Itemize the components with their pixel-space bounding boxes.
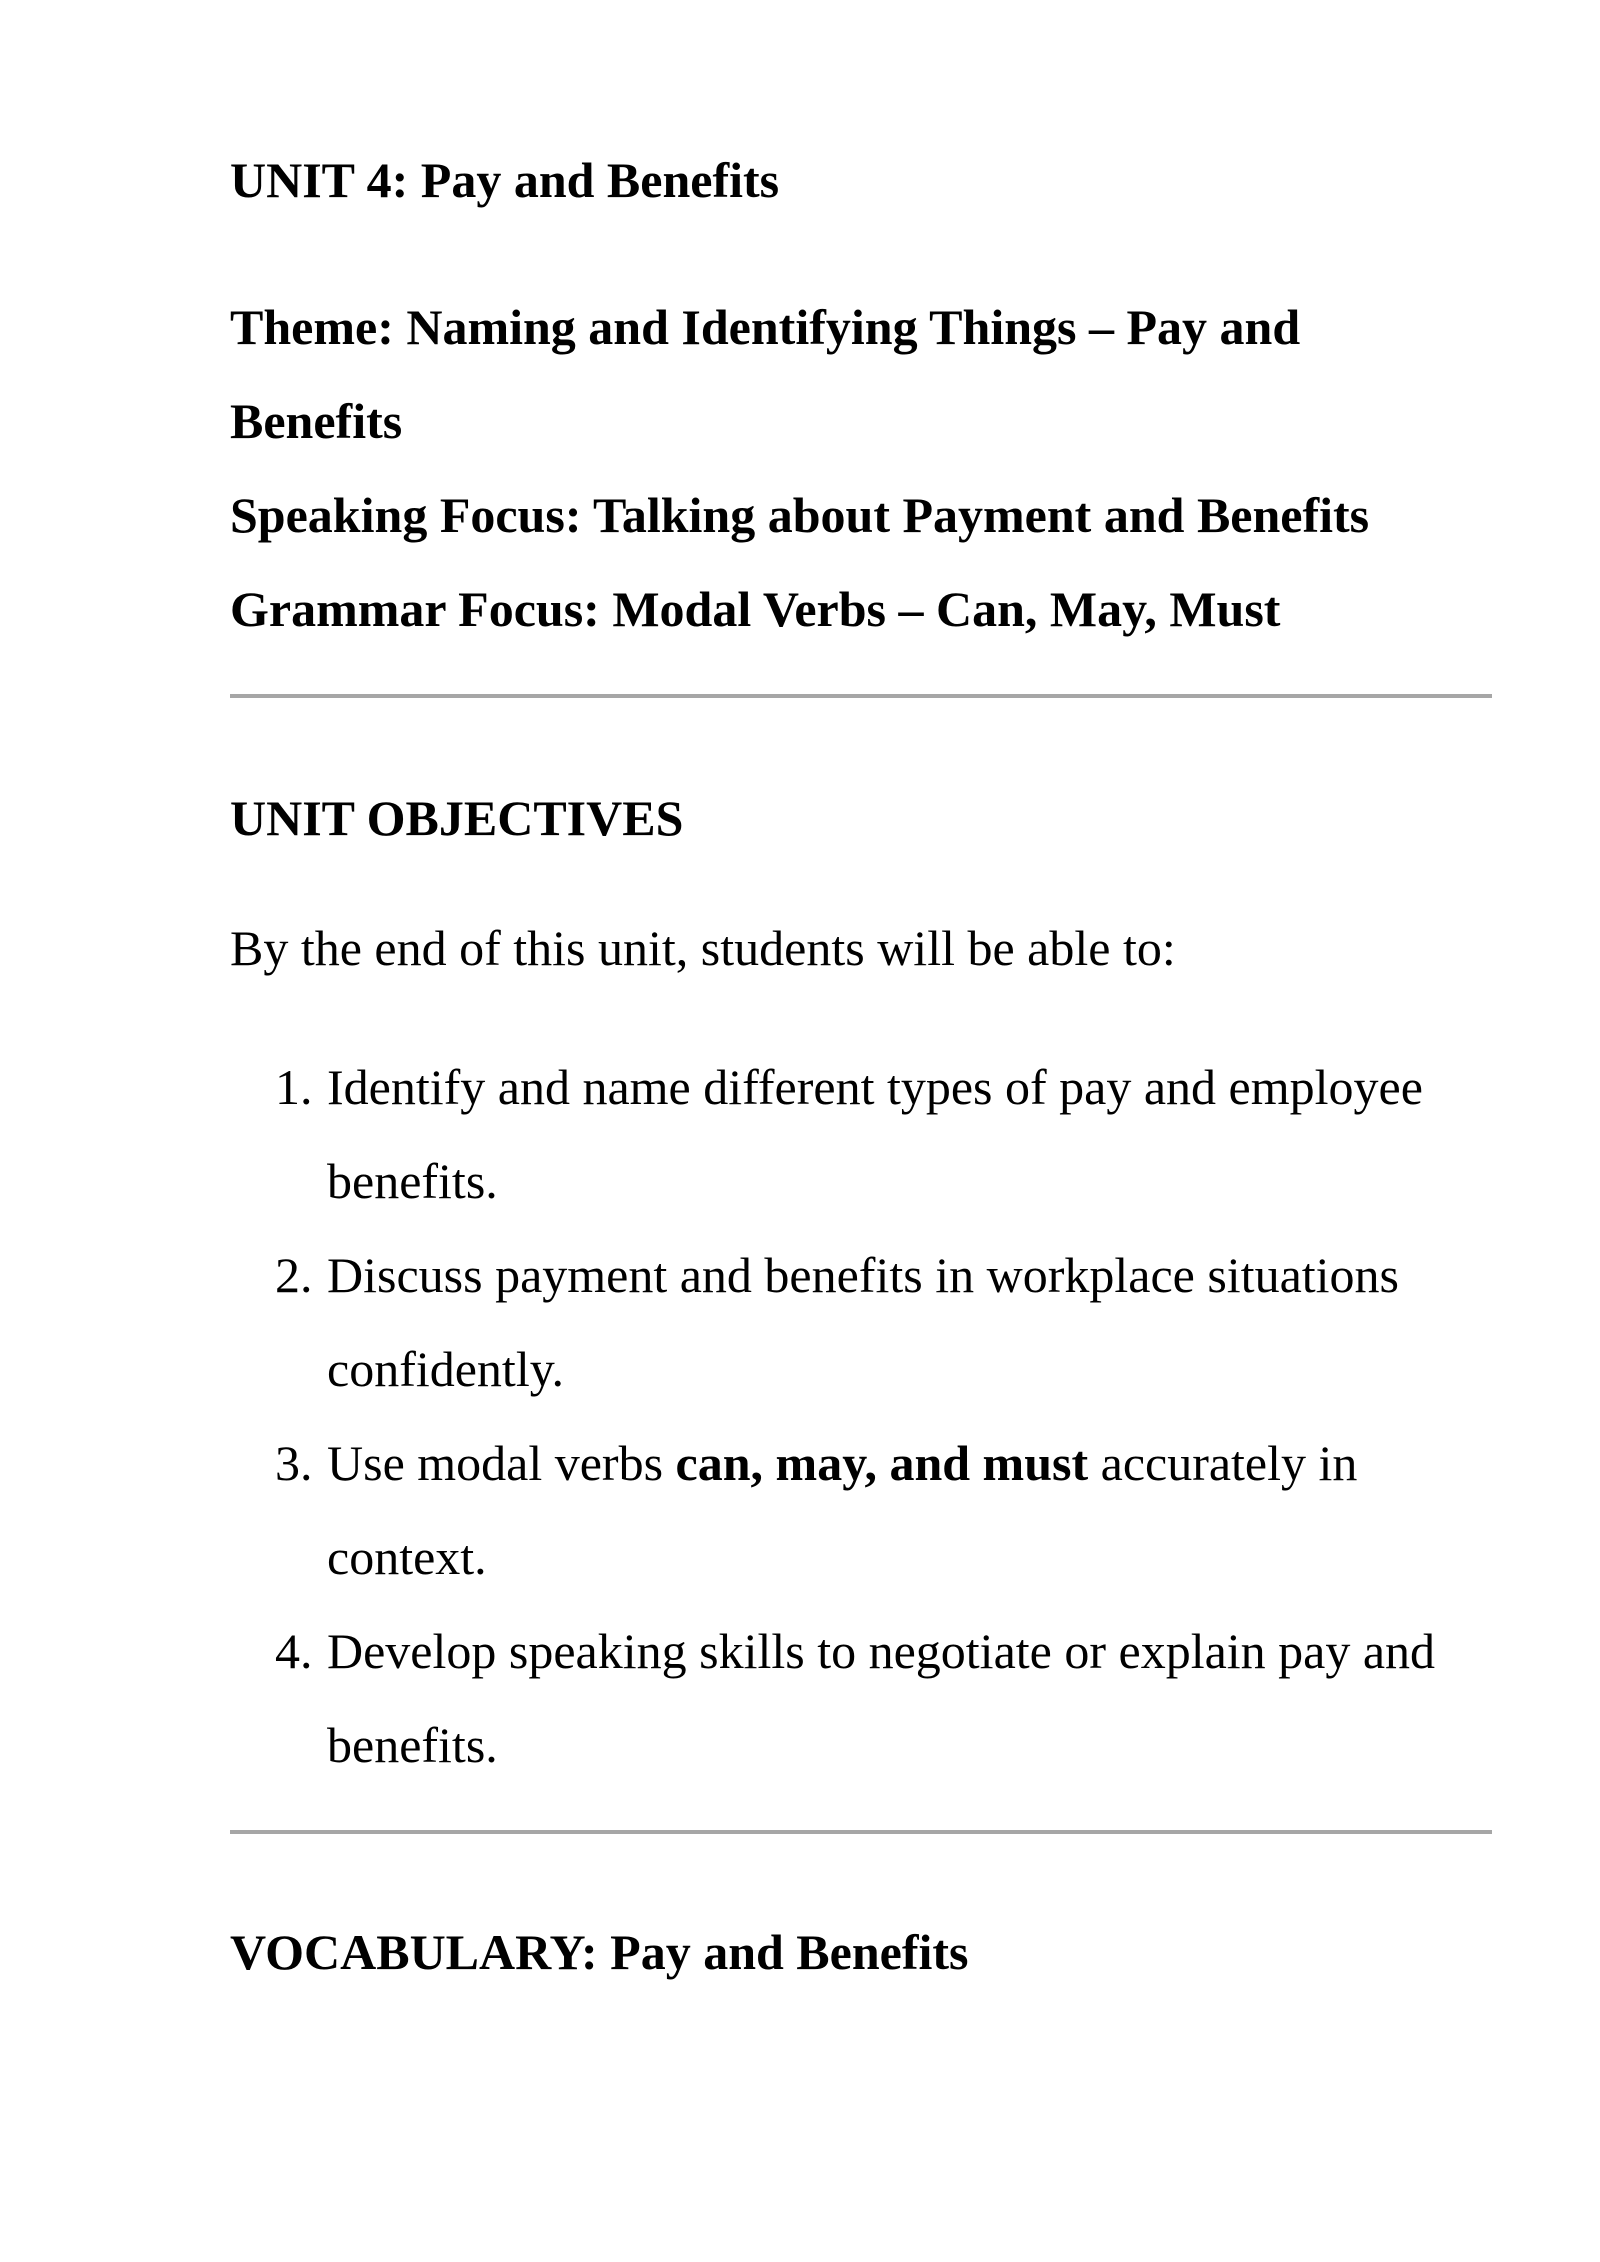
section-divider	[230, 694, 1492, 698]
objectives-heading: UNIT OBJECTIVES	[230, 790, 684, 846]
objective-text: Develop speaking skills to negotiate or explain pay and benefits.	[327, 1623, 1436, 1773]
objective-item	[230, 1604, 1492, 1792]
objective-text-before: Use modal verbs	[327, 1435, 676, 1491]
objective-number: 2.	[275, 1247, 313, 1303]
theme-line-1: Theme: Naming and Identifying Things – Pay and	[230, 299, 1301, 355]
objective-item	[230, 1040, 1492, 1228]
modal-verbs-emphasis: can, may, and must	[675, 1435, 1089, 1491]
objective-number: 1.	[275, 1059, 313, 1115]
objective-number: 3.	[275, 1435, 313, 1491]
theme-line-2: Benefits	[230, 393, 403, 449]
speaking-focus: Speaking Focus: Talking about Payment and Benefits	[230, 487, 1370, 543]
objectives-intro: By the end of this unit, students will be able to:	[230, 920, 1176, 976]
vocabulary-heading: VOCABULARY: Pay and Benefits	[230, 1924, 969, 1980]
unit-title: UNIT 4: Pay and Benefits	[230, 152, 780, 208]
objective-item	[230, 1228, 1492, 1416]
objective-text: Discuss payment and benefits in workplace situations confidently.	[327, 1247, 1399, 1397]
objectives-list	[230, 1040, 1492, 1792]
objective-text: Identify and name different types of pay and employee benefits.	[327, 1059, 1423, 1209]
objective-text-after: accurately in context.	[327, 1435, 1358, 1585]
unit-meta	[230, 280, 1490, 656]
grammar-focus: Grammar Focus: Modal Verbs – Can, May, Must	[230, 581, 1281, 637]
section-divider	[230, 1830, 1492, 1834]
objective-number: 4.	[275, 1623, 313, 1679]
objective-item	[230, 1416, 1492, 1604]
